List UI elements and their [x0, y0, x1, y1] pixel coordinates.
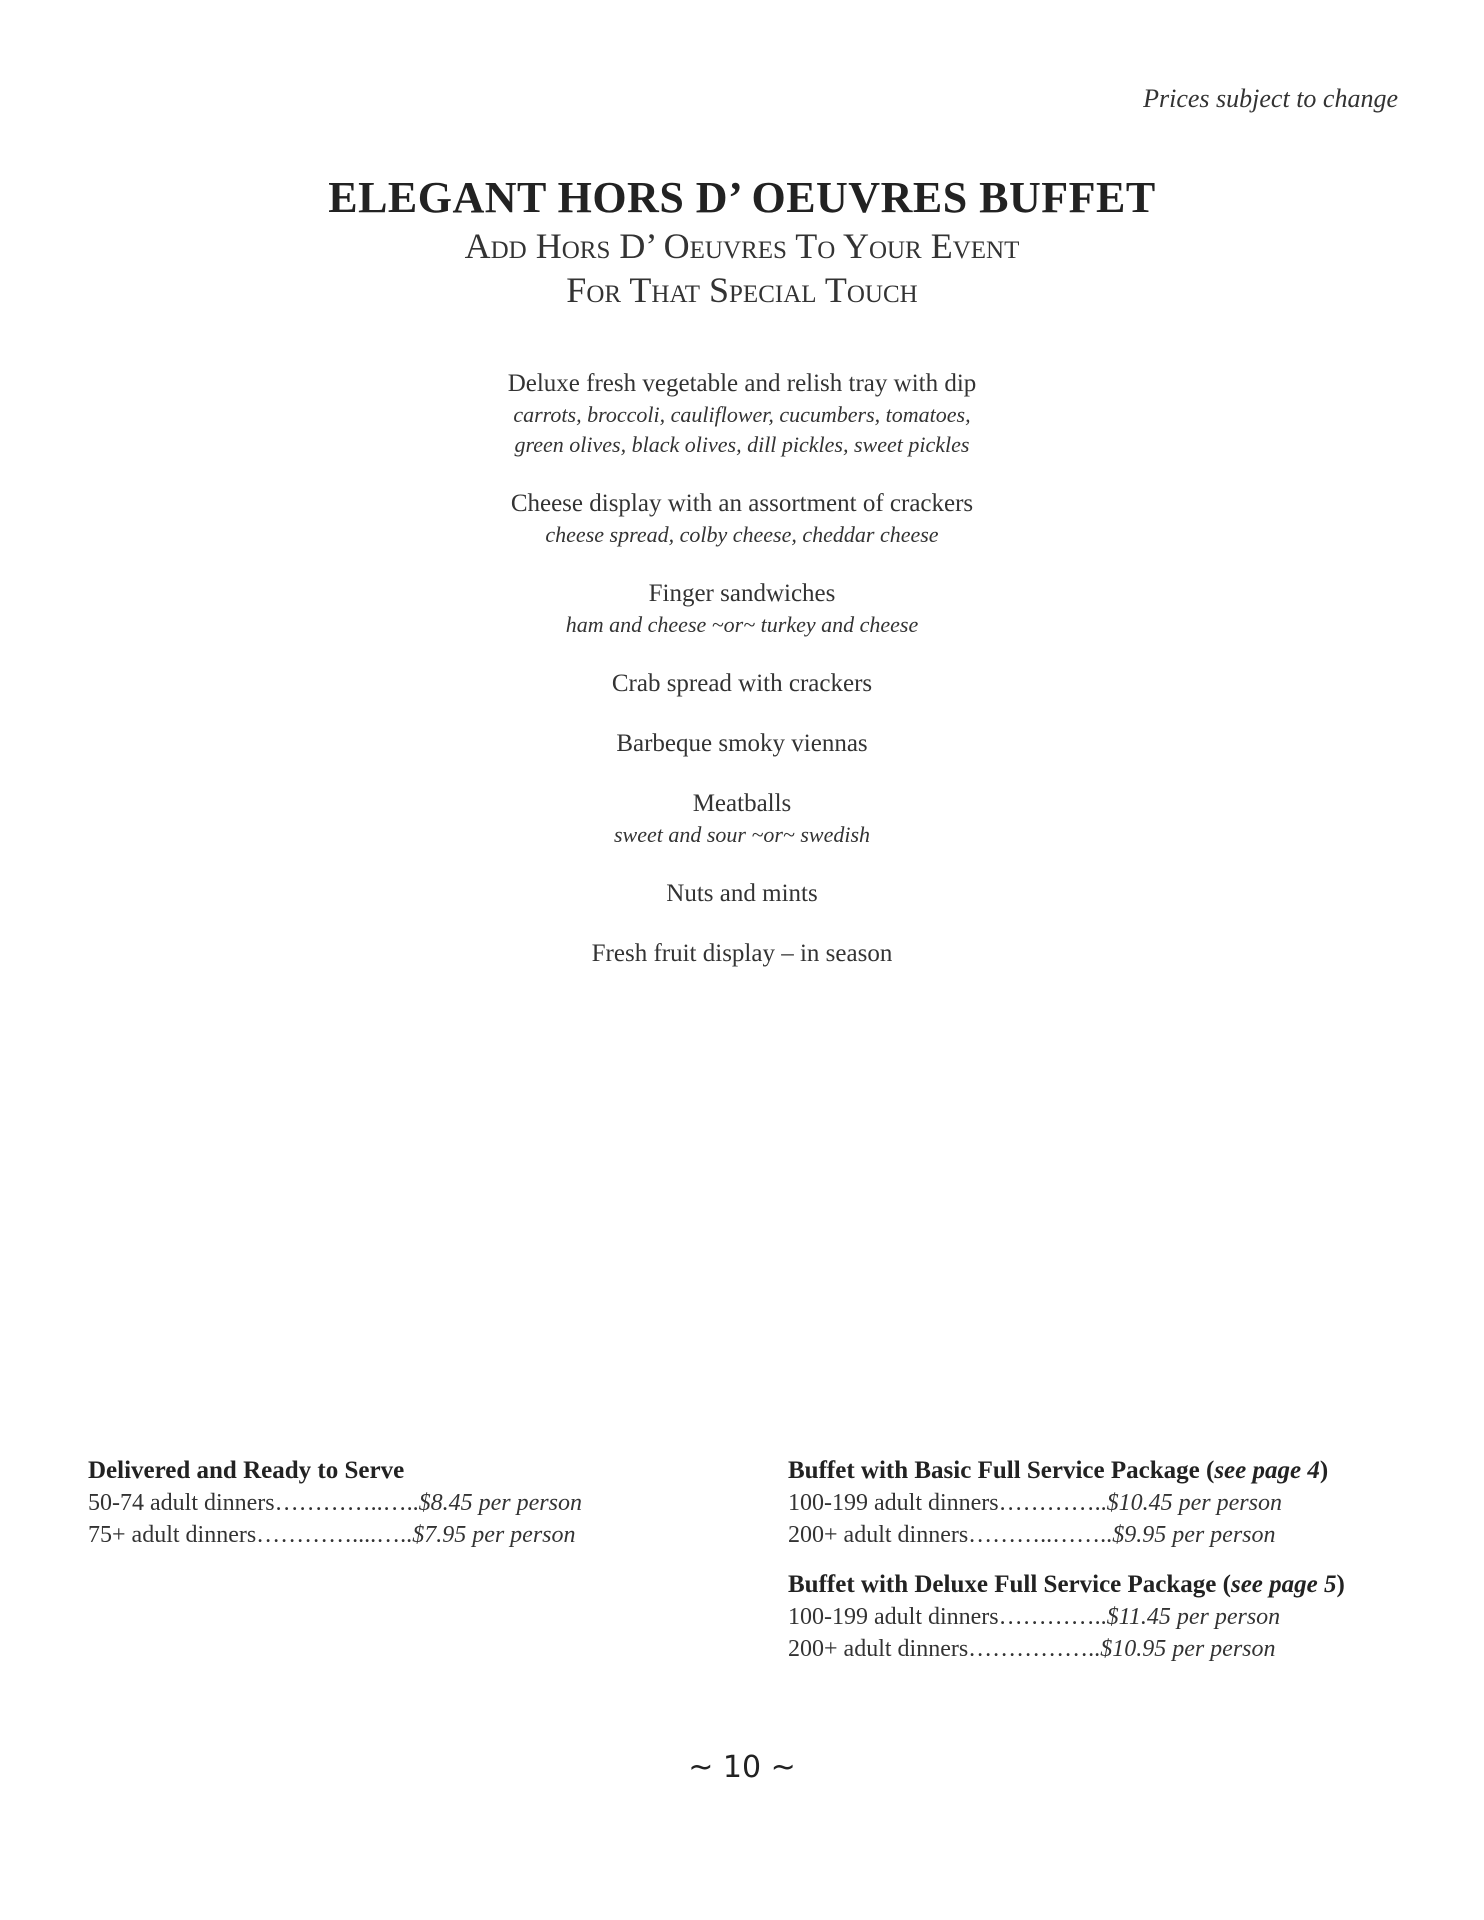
pricing-heading: Buffet with Deluxe Full Service Package (see page 5): [788, 1571, 1345, 1598]
menu-item-name: Barbeque smoky viennas: [616, 730, 868, 757]
menu-item-vegetable-tray: [0, 368, 1484, 460]
menu-item-detail: cheese spread, colby cheese, cheddar cheese: [545, 522, 939, 547]
price-label: 200+ adult dinners……………..: [788, 1636, 1101, 1662]
price-row: [788, 1633, 1408, 1665]
price-label: 75+ adult dinners…………....…..: [88, 1522, 413, 1548]
menu-item-name: Finger sandwiches: [648, 580, 836, 607]
menu-item-name: Fresh fruit display – in season: [591, 940, 893, 967]
menu-item-name: Crab spread with crackers: [611, 670, 873, 697]
price-value: $10.95 per person: [1100, 1636, 1276, 1662]
price-change-note: Prices subject to change: [1143, 84, 1398, 113]
pricing-basic: [788, 1455, 1408, 1551]
menu-item-fruit-display: [0, 938, 1484, 970]
price-label: 200+ adult dinners………..……..: [788, 1522, 1113, 1548]
menu-item-detail: green olives, black olives, dill pickles, sweet pickles: [514, 432, 970, 457]
menu-item-cheese-display: [0, 488, 1484, 550]
menu-item-crab-spread: [0, 668, 1484, 700]
menu-item-finger-sandwiches: [0, 578, 1484, 640]
menu-item-name: Nuts and mints: [666, 880, 818, 907]
menu-item-detail: carrots, broccoli, cauliflower, cucumbers, tomatoes,: [513, 402, 971, 427]
menu-item-meatballs: [0, 788, 1484, 850]
price-row: [788, 1487, 1408, 1519]
pricing-heading: Buffet with Basic Full Service Package (see page 4): [788, 1457, 1329, 1484]
subtitle-line-2: For That Special Touch: [566, 270, 918, 310]
price-label: 50-74 adult dinners…………..…..: [88, 1490, 419, 1516]
page-number: ~ 10 ~: [688, 1750, 796, 1785]
pricing-heading: Delivered and Ready to Serve: [88, 1457, 405, 1484]
price-row: [788, 1519, 1408, 1551]
price-label: 100-199 adult dinners…………..: [788, 1490, 1107, 1516]
subtitle-line-1: Add Hors D’ Oeuvres To Your Event: [464, 226, 1020, 266]
menu-item-name: Meatballs: [692, 790, 792, 817]
menu-list: [0, 368, 1484, 998]
price-value: $8.45 per person: [418, 1490, 582, 1516]
pricing-delivered: [88, 1455, 688, 1569]
price-value: $11.45 per person: [1106, 1604, 1281, 1630]
price-value: $10.45 per person: [1106, 1490, 1282, 1516]
menu-item-detail: ham and cheese ~or~ turkey and cheese: [565, 612, 919, 637]
price-value: $7.95 per person: [412, 1522, 576, 1548]
page-reference: see page 4: [1214, 1457, 1320, 1484]
page-reference: see page 5: [1230, 1571, 1337, 1598]
menu-item-name: Cheese display with an assortment of crackers: [510, 490, 974, 517]
price-row: [788, 1601, 1408, 1633]
menu-item-smoky-viennas: [0, 728, 1484, 760]
price-row: [88, 1519, 688, 1551]
price-row: [88, 1487, 688, 1519]
price-label: 100-199 adult dinners…………..: [788, 1604, 1107, 1630]
page-header: [0, 172, 1484, 312]
page-title: ELEGANT HORS D’ OEUVRES BUFFET: [328, 173, 1156, 222]
pricing-deluxe: [788, 1569, 1408, 1665]
price-value: $9.95 per person: [1112, 1522, 1276, 1548]
menu-item-name: Deluxe fresh vegetable and relish tray with dip: [507, 370, 977, 397]
menu-item-detail: sweet and sour ~or~ swedish: [613, 822, 871, 847]
menu-item-nuts-mints: [0, 878, 1484, 910]
pricing-full-service: [788, 1455, 1408, 1683]
